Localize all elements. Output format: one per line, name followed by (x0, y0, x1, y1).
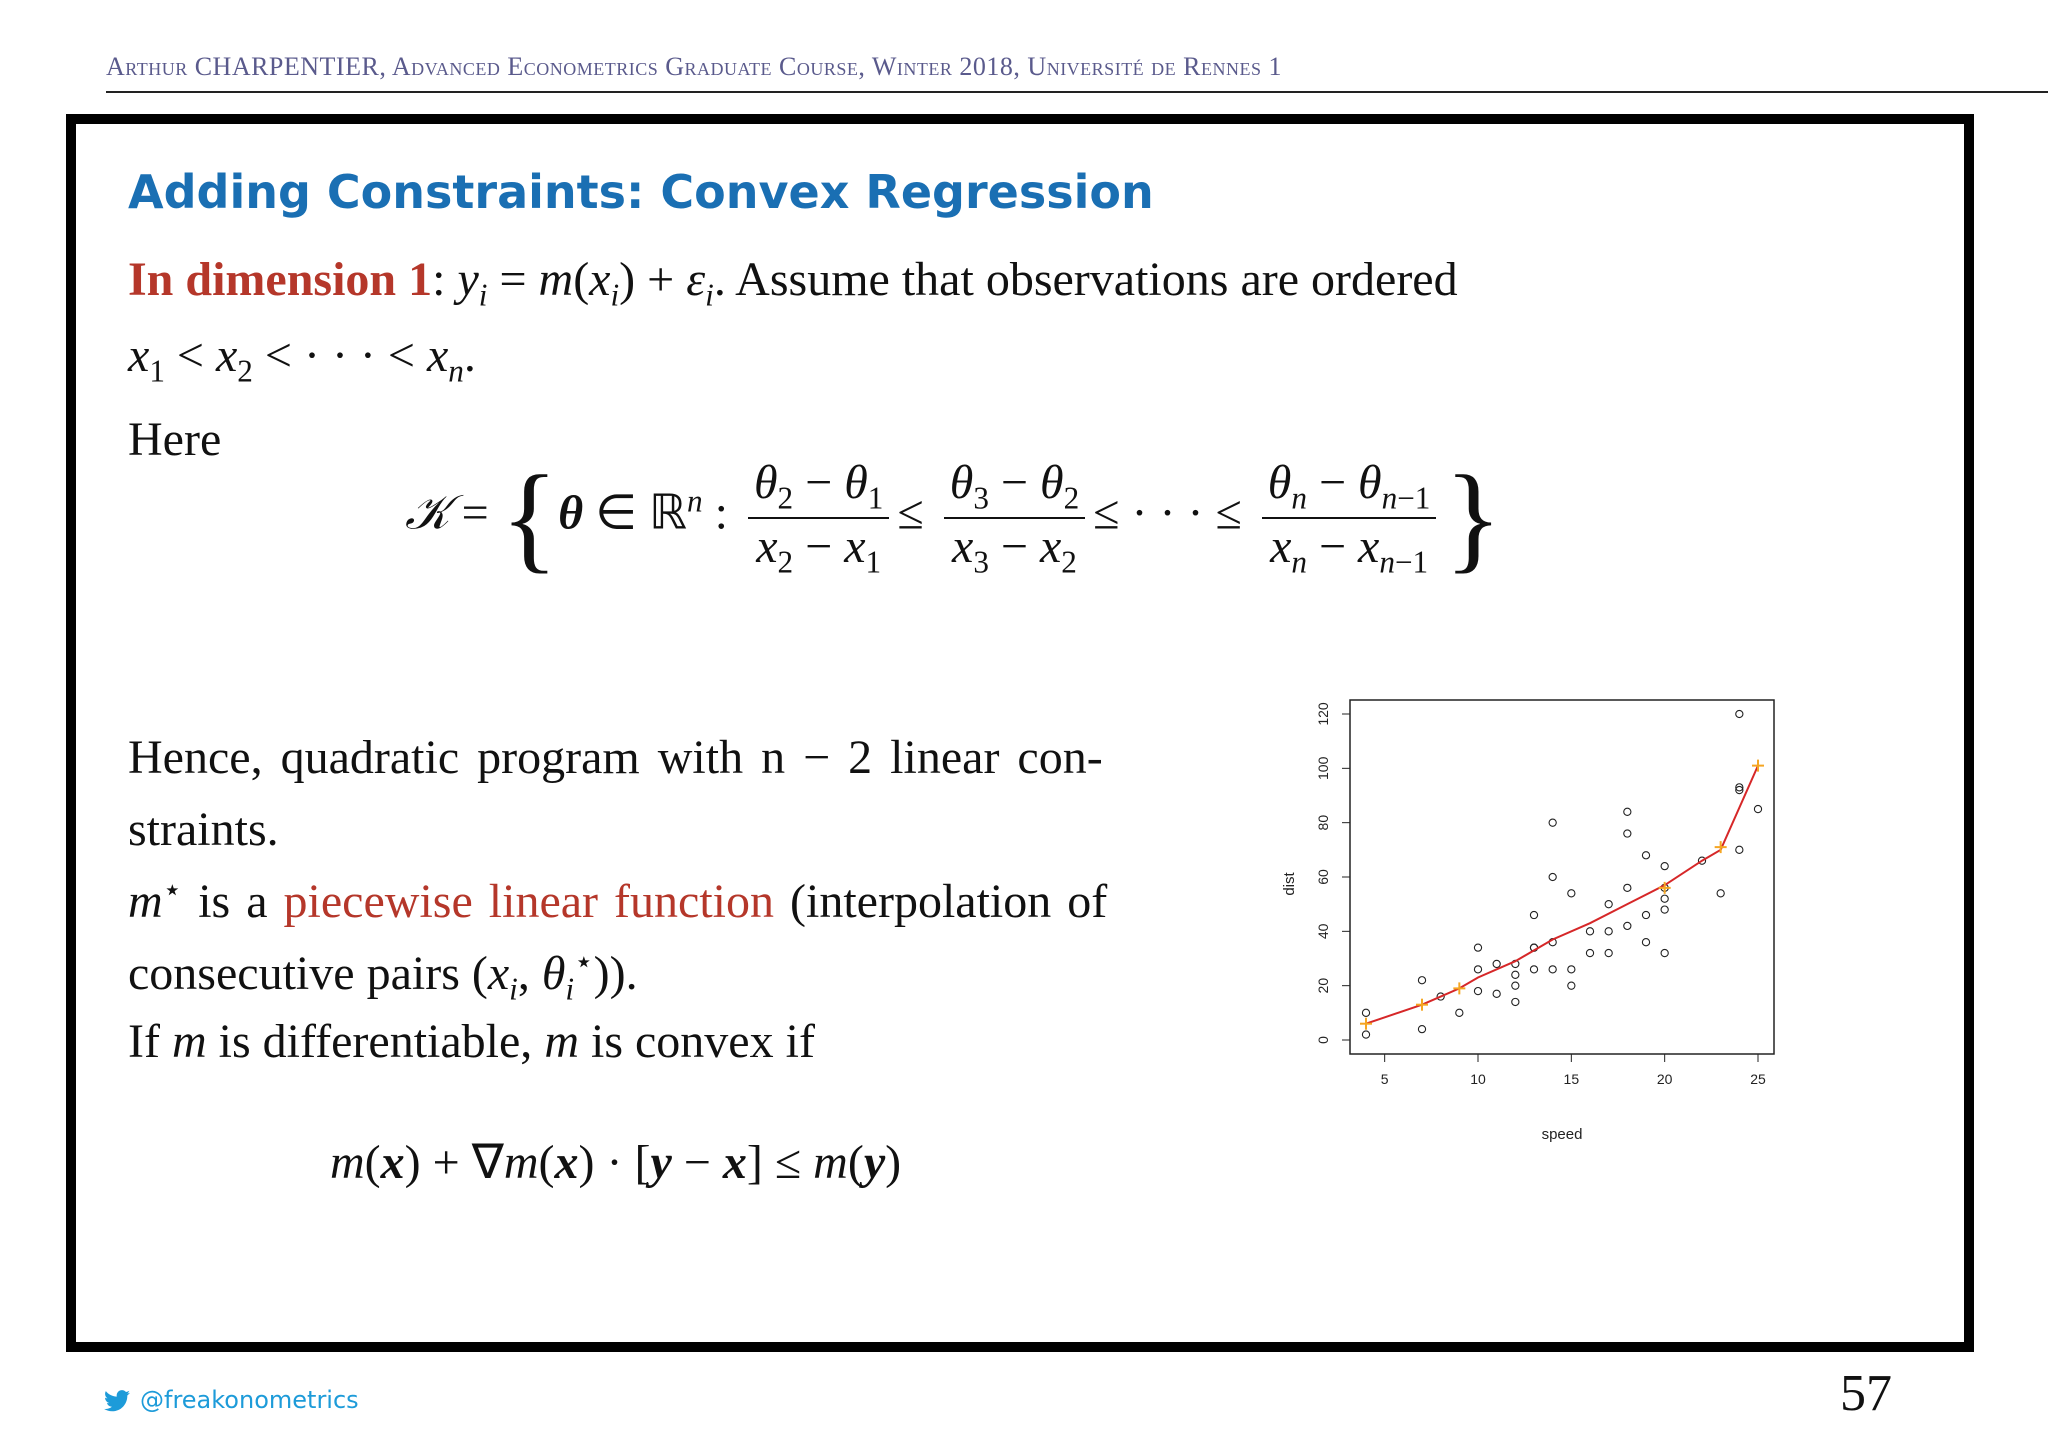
data-point (1568, 982, 1575, 989)
order-formula: $x_1 < x_2$ < · · · < $x_n$. (128, 329, 476, 389)
straints-line: straints. (128, 803, 279, 856)
data-point (1586, 949, 1593, 956)
knot-marker (1416, 999, 1428, 1011)
convex-regression-chart (1270, 680, 1790, 1160)
y-tick-label: 100 (1315, 756, 1331, 781)
fit-line (1366, 766, 1758, 1024)
data-point (1642, 911, 1649, 918)
twitter-icon (104, 1390, 130, 1412)
data-point (1661, 895, 1668, 902)
data-point (1624, 922, 1631, 929)
data-point (1493, 960, 1500, 967)
plot-frame (1350, 700, 1774, 1054)
twitter-text: @freakonometrics (140, 1386, 359, 1414)
header-rule (106, 91, 2048, 93)
data-point (1474, 966, 1481, 973)
data-point (1754, 805, 1761, 812)
data-point (1624, 884, 1631, 891)
page-number: 57 (1840, 1365, 1892, 1422)
data-point (1642, 852, 1649, 859)
here-text: Here (128, 413, 222, 466)
dimension-label: In dimension 1 (128, 253, 433, 306)
if-word: If (128, 1015, 160, 1068)
y-tick-label: 60 (1315, 869, 1331, 885)
y-tick-label: 20 (1315, 977, 1331, 994)
x-tick-label: 10 (1470, 1071, 1486, 1087)
pairs-line: consecutive pairs ($x_i$, $\theta_i^⋆$)). (128, 944, 638, 1007)
differentiable-line: If m is differentiable, m is convex if (128, 1015, 815, 1068)
data-point (1549, 873, 1556, 880)
data-point (1736, 710, 1743, 717)
consecutive-text: consecutive pairs (128, 947, 460, 1000)
hence-line: Hence, quadratic program with n − 2 linear con- (128, 731, 1103, 784)
data-point (1362, 1009, 1369, 1016)
x-axis-label: speed (1541, 1126, 1583, 1143)
knot-marker (1659, 882, 1671, 894)
data-point (1605, 928, 1612, 935)
y-tick-label: 40 (1315, 923, 1331, 940)
y-axis-label: dist (1281, 872, 1298, 896)
data-point (1549, 819, 1556, 826)
mstar-line: m⋆ is a piecewise linear function (interpolation of (128, 872, 1108, 928)
data-point (1512, 982, 1519, 989)
twitter-handle[interactable] (104, 1386, 359, 1414)
data-point (1624, 808, 1631, 815)
data-point (1418, 977, 1425, 984)
mstar-pre: is a (198, 875, 268, 928)
piecewise-linear-text: piecewise linear function (283, 875, 774, 928)
interpolation-text: (interpolation of (790, 875, 1108, 928)
knot-marker (1453, 982, 1465, 994)
data-point (1456, 1009, 1463, 1016)
data-point (1661, 949, 1668, 956)
slide-title: Adding Constraints: Convex Regression (128, 165, 1154, 219)
knot-marker (1752, 760, 1764, 772)
constraint-set-formula: 𝒦 = {θ ∈ ℝ$^n$ : $\frac{\theta_2 - \theta_1}{x_2 - x_1}$ ≤ $\frac{\theta_3 - \theta_2}{x_3 - x_2}$ ≤ · · · ≤ $\frac{\theta_n - \theta_{n-1}}{x_n - x_{n-1}}$ } (405, 450, 1503, 584)
y-tick-label: 0 (1315, 1036, 1331, 1044)
data-point (1586, 928, 1593, 935)
data-point (1736, 846, 1743, 853)
data-point (1474, 988, 1481, 995)
data-point (1717, 890, 1724, 897)
data-point (1568, 890, 1575, 897)
data-point (1362, 1031, 1369, 1038)
data-point (1549, 966, 1556, 973)
data-point (1512, 998, 1519, 1005)
data-point (1474, 944, 1481, 951)
convexity-formula: m(x) + ∇m(x) · [y − x] ≤ m(y) (330, 1136, 902, 1189)
differentiable-text: is differentiable, (218, 1015, 533, 1068)
ordered-text: Assume that observations are ordered (735, 253, 1458, 306)
data-point (1530, 966, 1537, 973)
dimension-line: In dimension 1: $y_i = m(x_i) + \varepsilon_i$. Assume that observations are ordered (128, 253, 1458, 313)
data-point (1661, 906, 1668, 913)
data-point (1642, 939, 1649, 946)
data-point (1493, 990, 1500, 997)
data-point (1624, 830, 1631, 837)
convex-text: is convex if (590, 1015, 815, 1068)
knot-marker (1360, 1018, 1372, 1030)
y-tick-label: 80 (1315, 814, 1331, 831)
data-point (1568, 966, 1575, 973)
y-tick-label: 120 (1315, 702, 1331, 726)
header-text: Arthur CHARPENTIER, Advanced Econometrics Graduate Course, Winter 2018, Université de Rennes 1 (106, 52, 1283, 81)
data-point (1418, 1026, 1425, 1033)
data-point (1530, 911, 1537, 918)
x-tick-label: 15 (1563, 1071, 1580, 1087)
data-point (1605, 949, 1612, 956)
x-tick-label: 5 (1380, 1071, 1389, 1087)
data-point (1661, 863, 1668, 870)
x-tick-label: 25 (1750, 1071, 1766, 1087)
data-point (1512, 971, 1519, 978)
x-tick-label: 20 (1656, 1071, 1673, 1087)
data-point (1605, 901, 1612, 908)
